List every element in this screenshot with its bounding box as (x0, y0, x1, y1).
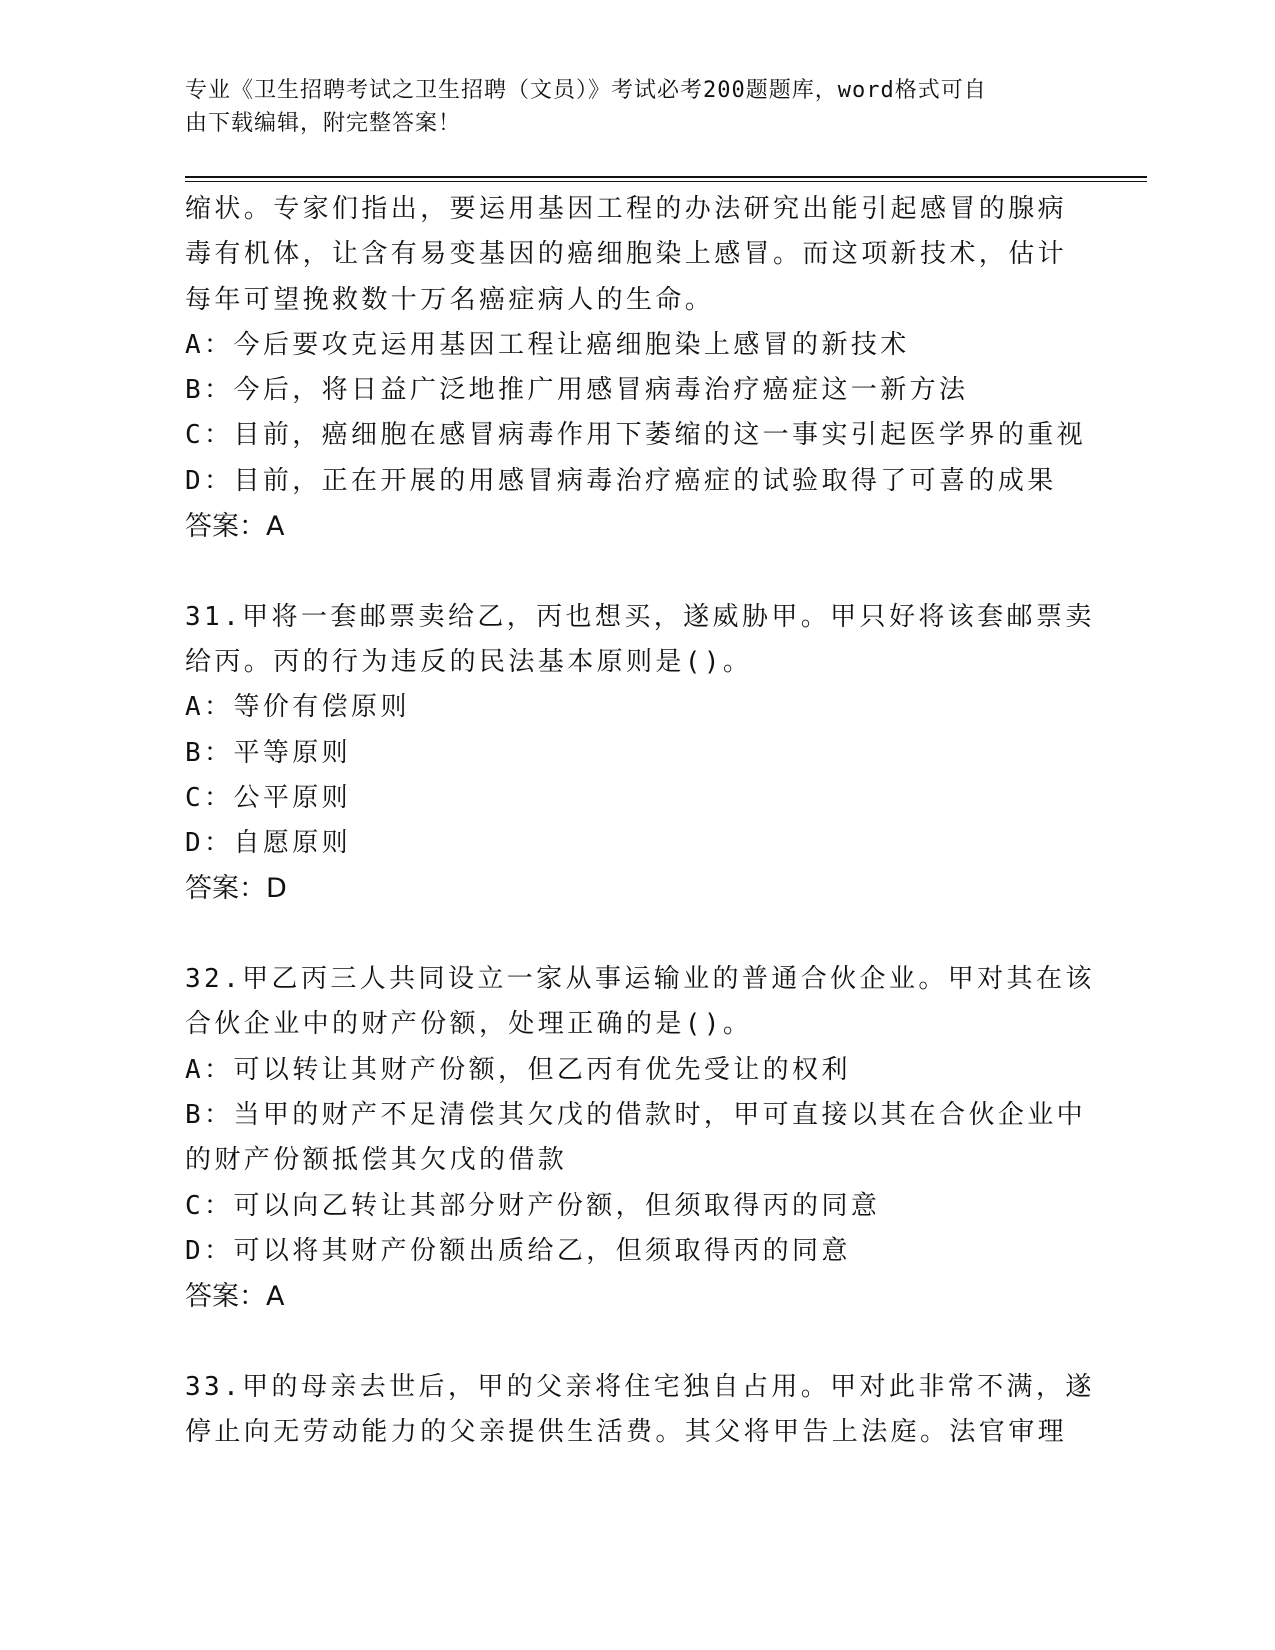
document-header (185, 74, 1085, 140)
option-c: C：目前，癌细胞在感冒病毒作用下萎缩的这一事实引起医学界的重视 (185, 420, 1087, 451)
question-30 (185, 187, 1085, 549)
header-line-2: 由下载编辑，附完整答案！ (185, 111, 462, 136)
option-c: C：可以向乙转让其部分财产份额，但须取得丙的同意 (185, 1190, 881, 1221)
option-d: D：目前，正在开展的用感冒病毒治疗癌症的试验取得了可喜的成果 (185, 465, 1057, 496)
question-stem-line: 33.甲的母亲去世后，甲的父亲将住宅独自占用。甲对此非常不满，遂 (185, 1371, 1095, 1402)
option-b: B：平等原则 (185, 737, 352, 768)
question-31 (185, 595, 1095, 912)
question-32 (185, 957, 1095, 1319)
option-a: A：今后要攻克运用基因工程让癌细胞染上感冒的新技术 (185, 329, 910, 360)
option-c: C：公平原则 (185, 782, 352, 813)
question-stem-line: 给丙。丙的行为违反的民法基本原则是()。 (185, 646, 753, 677)
answer-line: 答案：D (185, 873, 287, 905)
question-stem-line: 32.甲乙丙三人共同设立一家从事运输业的普通合伙企业。甲对其在该 (185, 964, 1095, 995)
option-d: D：自愿原则 (185, 828, 352, 859)
document-body (185, 187, 1095, 1455)
option-a: A：等价有偿原则 (185, 692, 410, 723)
question-stem-line: 合伙企业中的财产份额，处理正确的是()。 (185, 1009, 753, 1040)
option-b-continued: 的财产份额抵偿其欠戊的借款 (185, 1145, 568, 1176)
question-stem-line: 毒有机体，让含有易变基因的癌细胞染上感冒。而这项新技术，估计 (185, 239, 1068, 270)
option-d: D：可以将其财产份额出质给乙，但须取得丙的同意 (185, 1235, 851, 1266)
question-stem-line: 31.甲将一套邮票卖给乙，丙也想买，遂威胁甲。甲只好将该套邮票卖 (185, 601, 1095, 632)
question-spacer (185, 1319, 1085, 1364)
question-stem-line: 停止向无劳动能力的父亲提供生活费。其父将甲告上法庭。法官审理 (185, 1417, 1068, 1448)
question-stem-line: 缩状。专家们指出，要运用基因工程的办法研究出能引起感冒的腺病 (185, 194, 1068, 224)
header-divider-thin (185, 181, 1147, 182)
option-a: A：可以转让其财产份额，但乙丙有优先受让的权利 (185, 1054, 851, 1085)
question-33 (185, 1365, 1095, 1456)
question-stem-line: 每年可望挽救数十万名癌症病人的生命。 (185, 284, 715, 315)
option-b: B：当甲的财产不足清偿其欠戊的借款时，甲可直接以其在合伙企业中 (185, 1099, 1087, 1130)
answer-line: 答案：A (185, 1281, 285, 1313)
question-spacer (185, 549, 1085, 594)
header-line-1: 专业《卫生招聘考试之卫生招聘（文员）》考试必考200题题库，word格式可自 (185, 78, 987, 103)
answer-line: 答案：A (185, 511, 285, 543)
header-divider-thick (185, 176, 1147, 178)
option-b: B：今后，将日益广泛地推广用感冒病毒治疗癌症这一新方法 (185, 375, 969, 406)
question-spacer (185, 912, 1085, 957)
